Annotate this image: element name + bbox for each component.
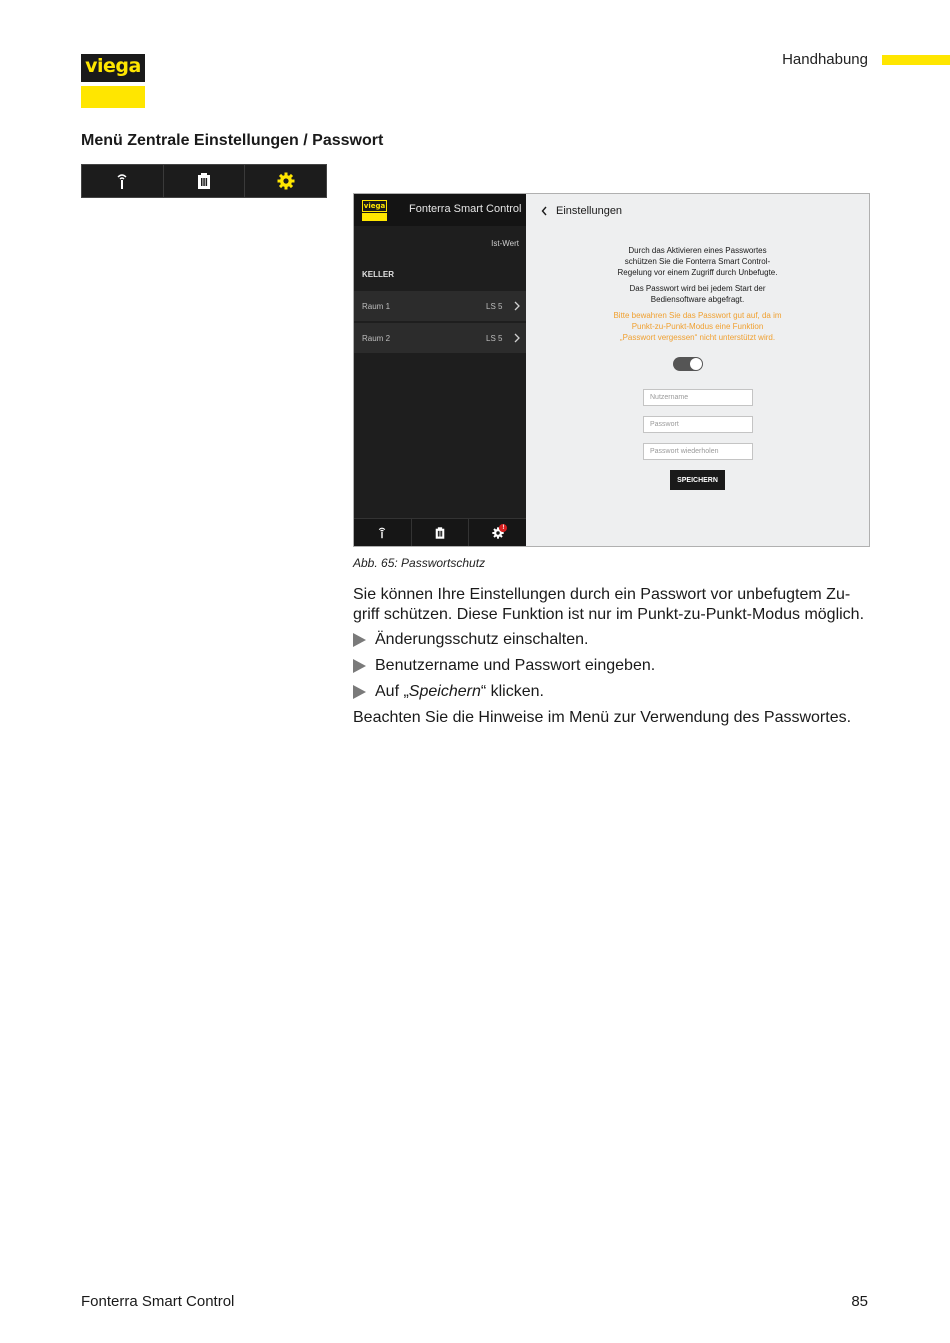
toggle-knob [690, 358, 702, 370]
step-item [353, 682, 544, 702]
app-header [354, 194, 526, 226]
username-field[interactable]: Nutzername [643, 389, 753, 406]
password-toggle[interactable] [673, 357, 703, 371]
logo-yellow-bar [81, 86, 145, 108]
page-number: 85 [851, 1293, 868, 1310]
app-footer-nav [354, 518, 526, 546]
clipboard-icon [197, 173, 211, 189]
password-repeat-field[interactable]: Passwort wiederholen [643, 443, 753, 460]
settings-panel [526, 194, 869, 546]
room-value: LS 5 [486, 301, 503, 311]
save-button[interactable]: SPEICHERN [670, 470, 725, 490]
section-label: Handhabung [782, 51, 868, 68]
password-field[interactable]: Passwort [643, 416, 753, 433]
column-header: Ist-Wert [491, 239, 519, 248]
app-nav-clipboard[interactable] [412, 519, 470, 546]
info-text [526, 245, 869, 278]
page-heading: Menü Zentrale Einstellungen / Passwort [81, 132, 384, 149]
info-line: Das Passwort wird bei jedem Start der [629, 284, 766, 293]
warning-line: „Passwort vergessen“ nicht unterstützt wird. [619, 333, 776, 342]
note-text: Beachten Sie die Hinweise im Menü zur Verwendung des Passwortes. [353, 709, 852, 726]
antenna-icon [377, 526, 387, 539]
clipboard-icon [435, 527, 445, 539]
nav-item-settings[interactable] [245, 165, 326, 197]
chevron-left-icon [541, 206, 548, 216]
room-name: Raum 1 [362, 301, 391, 311]
app-nav-antenna[interactable] [354, 519, 412, 546]
antenna-icon [115, 172, 129, 190]
logo-text: viega [85, 55, 141, 77]
section-marker-bar [882, 55, 950, 65]
info-line: Regelung vor einem Zugriff durch Unbefugte. [617, 268, 778, 277]
bullet-triangle-icon [353, 659, 366, 673]
back-button[interactable] [541, 205, 622, 217]
step-text-prefix: Auf „ [375, 683, 409, 700]
info-line: Durch das Aktivieren eines Passwortes [628, 246, 767, 255]
intro-line-1: Sie können Ihre Einstellungen durch ein Passwort vor unbefugtem Zu- [353, 586, 851, 603]
step-item [353, 630, 588, 650]
step-text: Benutzername und Passwort eingeben. [375, 657, 656, 674]
room-name: Raum 2 [362, 333, 391, 343]
step-text: Änderungsschutz einschalten. [375, 631, 589, 648]
step-text-suffix: “ klicken. [480, 683, 544, 700]
app-screenshot [353, 193, 870, 547]
warning-line: Punkt-zu-Punkt-Modus eine Funktion [631, 322, 764, 331]
menu-navbar [81, 164, 327, 198]
app-title: Fonterra Smart Control [409, 203, 522, 215]
back-label: Einstellungen [556, 205, 623, 217]
app-nav-settings[interactable] [469, 519, 526, 546]
figure-caption: Abb. 65: Passwortschutz [353, 556, 486, 570]
viega-logo [81, 54, 145, 82]
room-value: LS 5 [486, 333, 503, 343]
nav-item-clipboard[interactable] [164, 165, 246, 197]
chevron-right-icon [513, 300, 521, 312]
gear-icon [277, 172, 295, 190]
intro-line-2: griff schützen. Diese Funktion ist nur im Punkt-zu-Punkt-Modus möglich. [353, 606, 865, 623]
warning-line: Bitte bewahren Sie das Passwort gut auf, da im [613, 311, 782, 320]
step-text-emphasis: Speichern [408, 683, 481, 700]
room-list-panel [354, 194, 526, 546]
group-label: KELLER [362, 270, 394, 279]
room-row[interactable] [354, 323, 526, 353]
footer-product: Fonterra Smart Control [81, 1293, 235, 1310]
chevron-right-icon [513, 332, 521, 344]
bullet-triangle-icon [353, 633, 366, 647]
warning-text [526, 310, 869, 343]
app-logo [362, 200, 387, 221]
info-line: Bediensoftware abgefragt. [650, 295, 745, 304]
room-row[interactable] [354, 291, 526, 321]
nav-item-antenna[interactable] [82, 165, 164, 197]
info-line: schützen Sie die Fonterra Smart Control- [624, 257, 771, 266]
bullet-triangle-icon [353, 685, 366, 699]
step-item [353, 656, 655, 676]
info-text-2 [526, 283, 869, 305]
app-logo-text: viega [363, 201, 386, 210]
notification-badge: ! [499, 524, 507, 532]
